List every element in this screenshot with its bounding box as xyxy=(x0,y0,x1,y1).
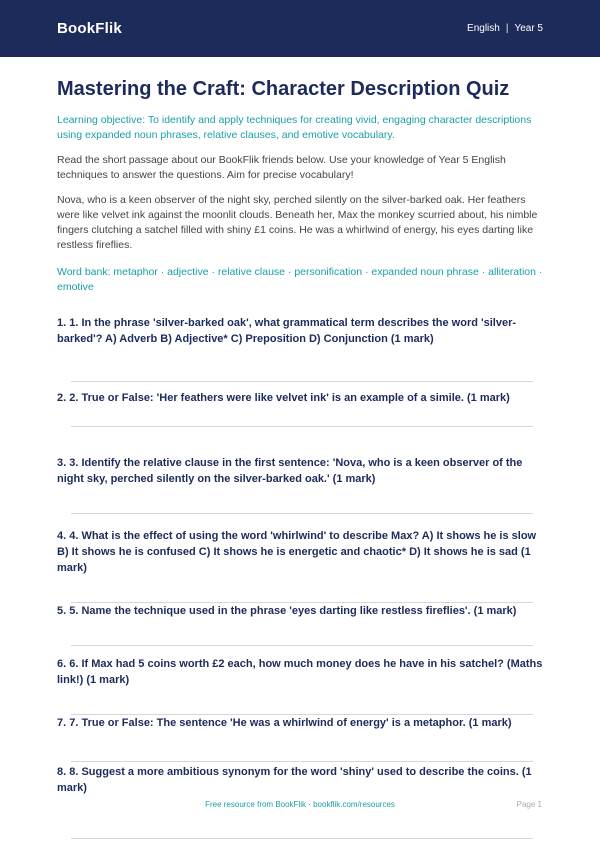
question-text: 7. 7. True or False: The sentence 'He was a whirlwind of energy' is a metaphor. (1 mark) xyxy=(57,717,512,729)
header-bar xyxy=(0,0,600,57)
answer-line xyxy=(71,688,533,715)
footer-resource-link[interactable]: Free resource from BookFlik · bookflik.com/resources xyxy=(205,800,395,809)
question-text: 3. 3. Identify the relative clause in the first sentence: 'Nova, who is a keen observer of the night sky, perched silently on the silver-barked oak.' (1 mark) xyxy=(57,457,523,485)
question-list xyxy=(57,315,543,839)
page-number: Page 1 xyxy=(516,800,542,809)
question-item xyxy=(57,390,543,427)
answer-line xyxy=(71,576,533,603)
question-item xyxy=(57,715,543,762)
passage-text: Nova, who is a keen observer of the night sky, perched silently on the silver-barked oak. Her feathers were like velvet ink against the moonlit clouds. Beneath her, Max the monkey scurried about, his nimble fingers clutching a satchel filled with shiny £1 coins. He was a whirlwind of energy, his eyes darting like restless fireflies. xyxy=(57,194,538,251)
question-text: 2. 2. True or False: 'Her feathers were like velvet ink' is an example of a simile. (1 mark) xyxy=(57,392,510,404)
question-item xyxy=(57,656,543,715)
question-text: 4. 4. What is the effect of using the word 'whirlwind' to describe Max? A) It shows he is slow B) It shows he is confused C) It shows he is energetic and chaotic* D) It shows he is sad (1 mark) xyxy=(57,530,537,574)
answer-line xyxy=(71,487,533,514)
question-item xyxy=(57,315,543,382)
meta-separator: | xyxy=(505,23,509,34)
document-body xyxy=(0,67,600,839)
question-text: 8. 8. Suggest a more ambitious synonym for the word 'shiny' used to describe the coins. (1 mark) xyxy=(57,766,532,794)
page-title: Mastering the Craft: Character Description Quiz xyxy=(57,78,510,100)
header-meta xyxy=(467,23,543,34)
answer-line xyxy=(71,731,533,762)
question-item xyxy=(57,455,543,514)
learning-objective: Learning objective: To identify and apply techniques for creating vivid, engaging character descriptions using expanded noun phrases, relative clauses, and emotive vocabulary. xyxy=(57,114,532,141)
answer-line xyxy=(71,619,533,646)
question-text: 1. 1. In the phrase 'silver-barked oak', what grammatical term describes the word 'silver-barked'? A) Adverb B) Adjective* C) Preposition D) Conjunction (1 mark) xyxy=(57,317,517,345)
year-label: Year 5 xyxy=(514,23,543,34)
question-item xyxy=(57,528,543,603)
answer-line xyxy=(71,406,533,427)
question-text: 5. 5. Name the technique used in the phrase 'eyes darting like restless fireflies'. (1 mark) xyxy=(57,605,517,617)
question-text: 6. 6. If Max had 5 coins worth £2 each, how much money does he have in his satchel? (Maths link!) (1 mark) xyxy=(57,658,543,686)
question-item xyxy=(57,603,543,646)
subject-label: English xyxy=(467,23,500,34)
word-bank: Word bank: metaphor · adjective · relative clause · personification · expanded noun phrase · alliteration · emotive xyxy=(57,266,543,293)
intro-text: Read the short passage about our BookFlik friends below. Use your knowledge of Year 5 English techniques to answer the questions. Aim for precise vocabulary! xyxy=(57,154,506,181)
footer xyxy=(0,800,600,809)
brand-logo-text: BookFlik xyxy=(57,20,122,37)
answer-line xyxy=(71,347,533,382)
